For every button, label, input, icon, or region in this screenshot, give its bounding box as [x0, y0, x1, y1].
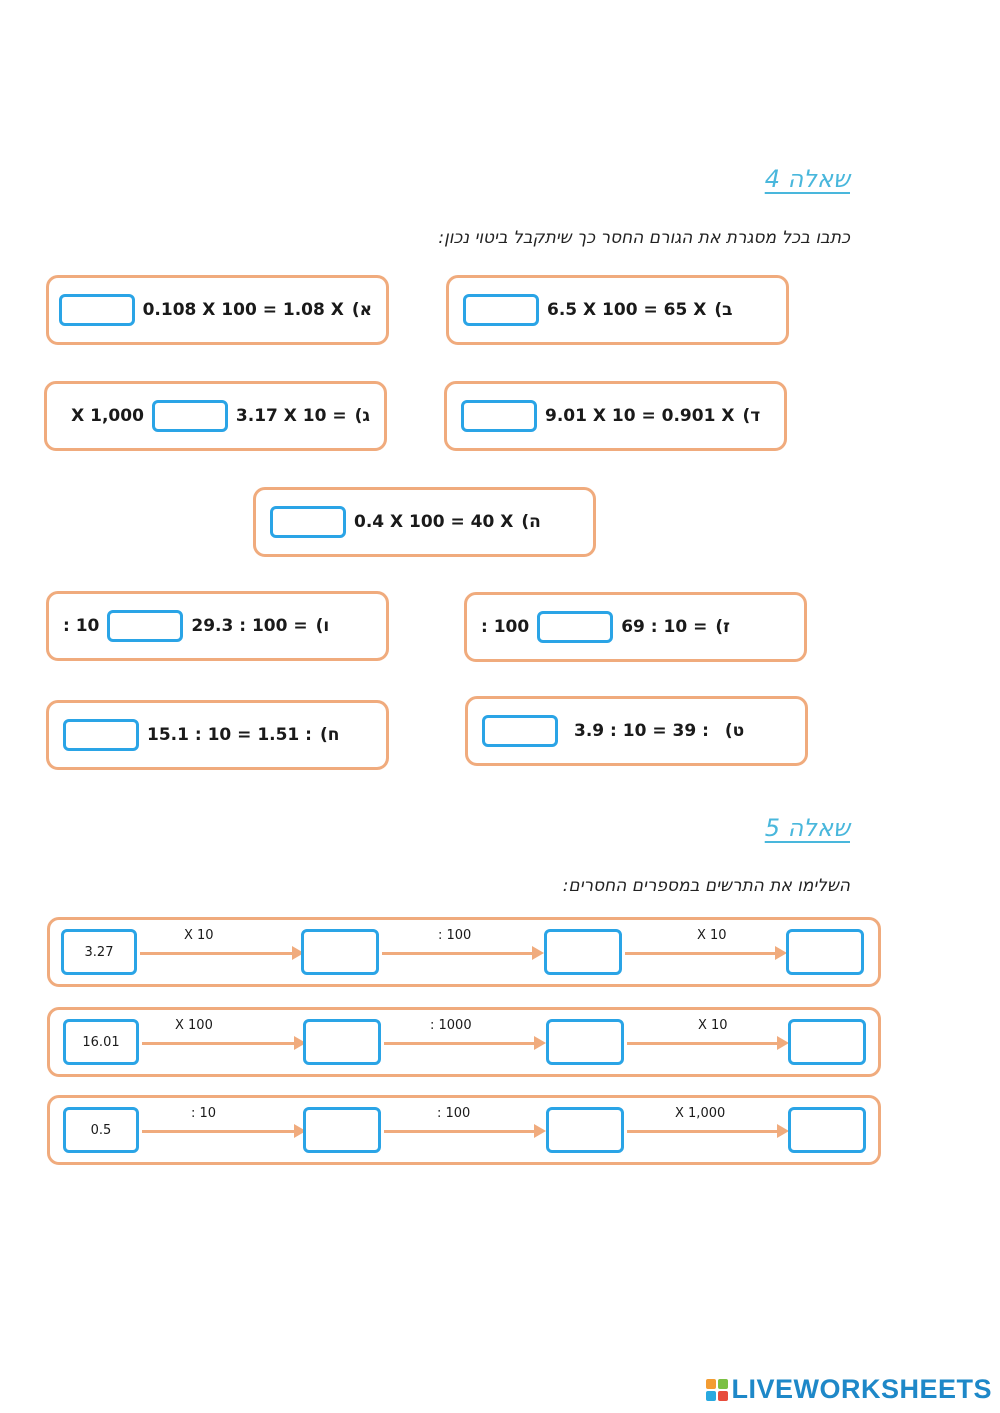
answer-box[interactable]: [152, 400, 228, 432]
q4-card-c: [44, 381, 387, 451]
answer-box[interactable]: [546, 1107, 624, 1153]
q4-letter: ג): [354, 406, 370, 426]
answer-box[interactable]: [544, 929, 622, 975]
q4-expression: [461, 400, 760, 432]
q4-expression: [482, 715, 744, 747]
answer-box[interactable]: [107, 610, 183, 642]
logo-tile: [718, 1379, 728, 1389]
arrow: [140, 952, 294, 955]
q5-chain-row-2: [47, 1007, 881, 1077]
operation-label: : 10: [191, 1106, 217, 1121]
arrow: [142, 1042, 296, 1045]
q5-heading: שאלה 5: [764, 814, 850, 842]
answer-box[interactable]: [461, 400, 537, 432]
start-number: 3.27: [84, 944, 114, 960]
q4-lhs: 0.108 X 100 = 1.08 X: [142, 300, 344, 320]
arrow: [382, 952, 534, 955]
q5-instruction: השלימו את התרשים במספרים החסרים:: [562, 876, 850, 896]
operation-label: : 100: [438, 928, 472, 943]
q4-letter: ו): [315, 616, 330, 636]
q4-rhs: X 1,000: [71, 406, 144, 426]
q4-heading: שאלה 4: [764, 165, 850, 193]
q4-letter: ז): [715, 617, 730, 637]
q4-letter: ח): [319, 725, 340, 745]
answer-box[interactable]: [788, 1019, 866, 1065]
q4-lhs: 69 : 10 =: [621, 617, 708, 637]
q4-card-g: [464, 592, 807, 662]
q4-card-e: [253, 487, 596, 557]
start-number: 16.01: [82, 1034, 120, 1050]
liveworksheets-brand: [706, 1374, 992, 1405]
q4-expression: [481, 611, 730, 643]
q4-expression: [63, 719, 339, 751]
logo-tile: [706, 1379, 716, 1389]
q4-expression: [63, 610, 329, 642]
answer-box[interactable]: [546, 1019, 624, 1065]
answer-box[interactable]: [63, 719, 139, 751]
operation-label: : 1000: [430, 1018, 472, 1033]
start-number-box: [61, 929, 137, 975]
q4-card-h: [46, 700, 389, 770]
arrow: [627, 1042, 779, 1045]
q4-expression: [270, 506, 541, 538]
operation-label: : 100: [437, 1106, 471, 1121]
q4-letter: ט): [724, 721, 745, 741]
q4-lhs: 0.4 X 100 = 40 X: [354, 512, 514, 532]
arrow: [384, 1130, 536, 1133]
operation-label: X 10: [184, 928, 214, 943]
q4-expression: [463, 294, 732, 326]
start-number-box: [63, 1107, 139, 1153]
start-number: 0.5: [90, 1122, 112, 1138]
arrow: [627, 1130, 779, 1133]
arrow: [384, 1042, 536, 1045]
q4-letter: ב): [714, 300, 733, 320]
q4-letter: א): [351, 300, 372, 320]
logo-tile: [718, 1391, 728, 1401]
operation-label: X 10: [698, 1018, 728, 1033]
q5-chain-row-3: [47, 1095, 881, 1165]
q4-lhs: 9.01 X 10 = 0.901 X: [545, 406, 735, 426]
q4-card-i: [465, 696, 808, 766]
q4-lhs: 29.3 : 100 =: [191, 616, 308, 636]
answer-box[interactable]: [59, 294, 135, 326]
operation-label: X 100: [175, 1018, 213, 1033]
answer-box[interactable]: [463, 294, 539, 326]
q4-card-a: [46, 275, 389, 345]
answer-box[interactable]: [537, 611, 613, 643]
q4-instruction: כתבו בכל מסגרת את הגורם החסר כך שיתקבל ביטוי נכון:: [438, 228, 850, 248]
q4-expression: [59, 294, 372, 326]
q4-rhs: : 10: [63, 616, 100, 636]
operation-label: X 1,000: [675, 1106, 726, 1121]
answer-box[interactable]: [303, 1019, 381, 1065]
arrow: [625, 952, 777, 955]
answer-box[interactable]: [270, 506, 346, 538]
q4-rhs: : 100: [481, 617, 530, 637]
arrow: [142, 1130, 296, 1133]
q4-card-d: [444, 381, 787, 451]
q4-lhs: 6.5 X 100 = 65 X: [547, 300, 707, 320]
operation-label: X 10: [697, 928, 727, 943]
q4-letter: ה): [521, 512, 541, 532]
answer-box[interactable]: [482, 715, 558, 747]
q4-letter: ד): [742, 406, 761, 426]
logo-tile: [706, 1391, 716, 1401]
q4-expression: [71, 400, 370, 432]
q4-lhs: 3.17 X 10 =: [235, 406, 347, 426]
answer-box[interactable]: [788, 1107, 866, 1153]
q4-lhs: 3.9 : 10 = 39 :: [574, 721, 709, 741]
q4-lhs: 15.1 : 10 = 1.51 :: [147, 725, 312, 745]
q4-card-f: [46, 591, 389, 661]
answer-box[interactable]: [303, 1107, 381, 1153]
liveworksheets-logo-icon: [706, 1379, 728, 1401]
answer-box[interactable]: [301, 929, 379, 975]
brand-text: LIVEWORKSHEETS: [731, 1374, 992, 1404]
start-number-box: [63, 1019, 139, 1065]
answer-box[interactable]: [786, 929, 864, 975]
q4-card-b: [446, 275, 789, 345]
q5-chain-row-1: [47, 917, 881, 987]
